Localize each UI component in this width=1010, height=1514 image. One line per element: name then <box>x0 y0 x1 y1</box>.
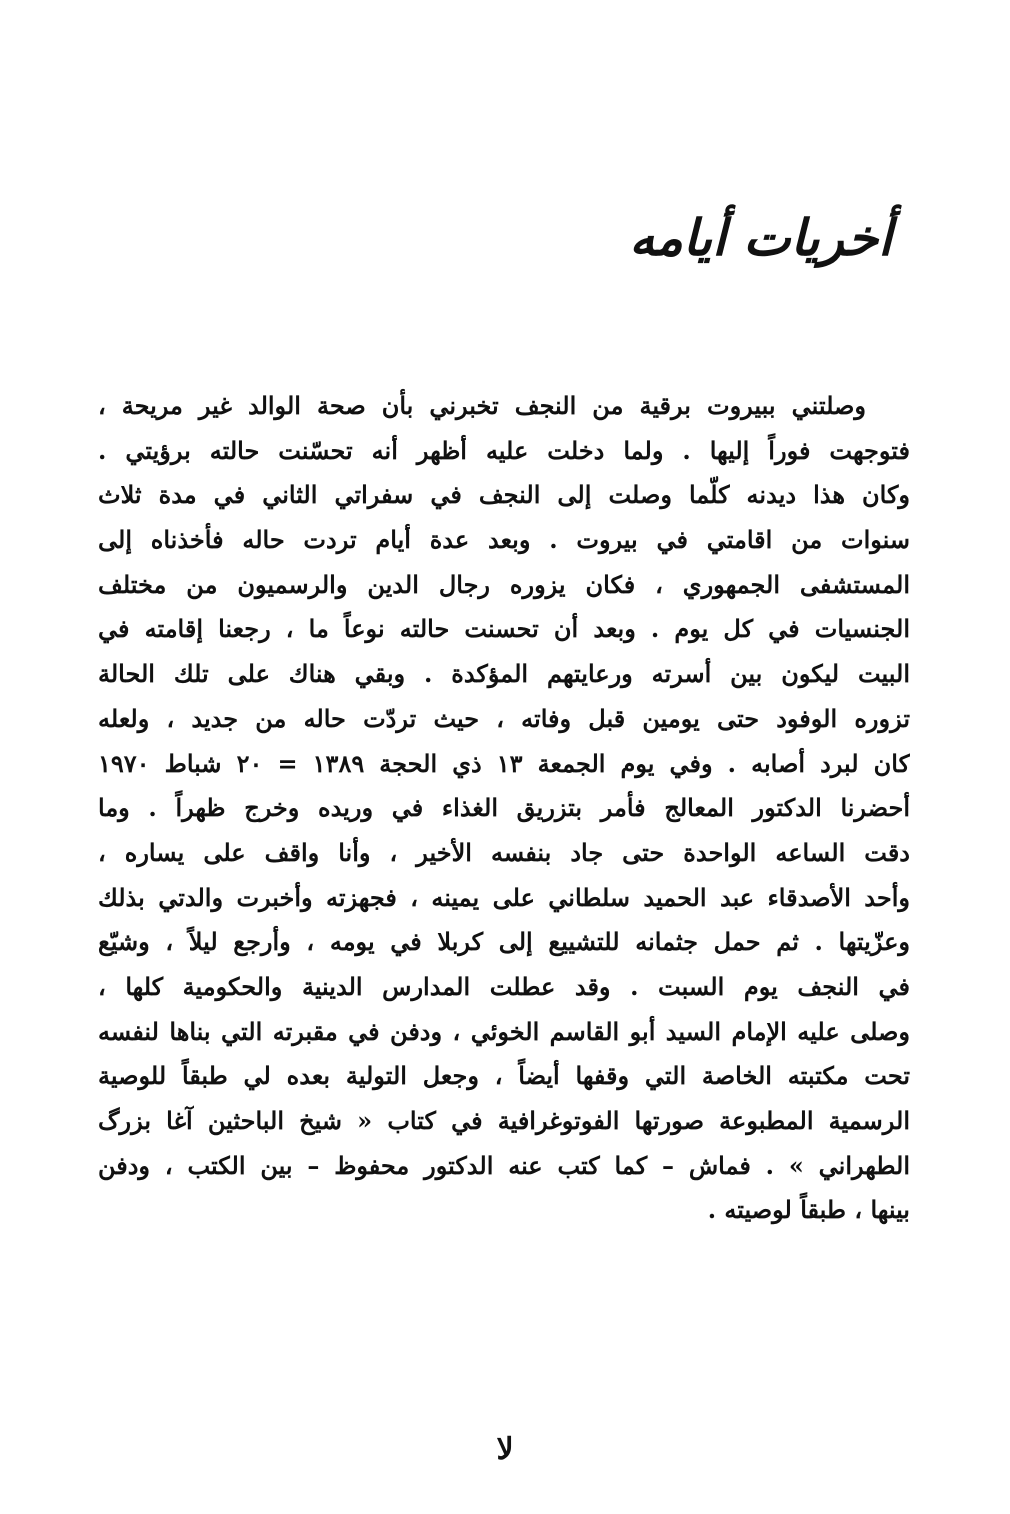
text-line: وكان هذا ديدنه كلّما وصلت إلى النجف في سفراتي الثاني في مدة ثلاث <box>98 480 910 510</box>
text-line: دقت الساعه الواحدة حتى جاد بنفسه الأخير ، وأنا واقف على يساره ، <box>98 837 910 867</box>
chapter-title: أخريات أيامه <box>629 208 892 267</box>
text-line: تزوره الوفود حتى يومين قبل وفاته ، حيث تردّت حاله من جديد ، ولعله <box>98 703 910 733</box>
text-line: وأحد الأصدقاء عبد الحميد سلطاني على يمينه ، فجهزته وأخبرت والدتي بذلك <box>98 882 910 912</box>
text-line: البيت ليكون بين أسرته ورعايتهم المؤكدة . وبقي هناك على تلك الحالة <box>98 659 910 689</box>
text-line: فتوجهت فوراً إليها . ولما دخلت عليه أظهر أنه تحسّنت حالته برؤيتي . <box>98 435 910 465</box>
text-line: بينها ، طبقاً لوصيته . <box>707 1195 910 1225</box>
body-paragraph <box>98 384 910 1233</box>
text-line: في النجف يوم السبت . وقد عطلت المدارس الدينية والحكومية كلها ، <box>98 971 910 1001</box>
text-line: المستشفى الجمهوري ، فكان يزوره رجال الدين والرسميون من مختلف <box>98 569 910 599</box>
text-line: سنوات من اقامتي في بيروت . وبعد عدة أيام تردت حاله فأخذناه إلى <box>98 525 910 555</box>
text-line: وصلتني ببيروت برقية من النجف تخبرني بأن صحة الوالد غير مريحة ، <box>98 391 866 420</box>
text-line: كان لبرد أصابه . وفي يوم الجمعة ١٣ ذي الحجة ١٣٨٩ = ٢٠ شباط ١٩٧٠ <box>98 748 910 778</box>
text-line: أحضرنا الدكتور المعالج فأمر بتزريق الغذاء في وريده وخرج ظهراً . وما <box>98 793 910 823</box>
text-line: وصلى عليه الإمام السيد أبو القاسم الخوئي ، ودفن في مقبرته التي بناها لنفسه <box>98 1016 910 1046</box>
text-line: الطهراني » . فماش – كما كتب عنه الدكتور محفوظ – بين الكتب ، ودفن <box>98 1150 910 1180</box>
text-line: تحت مكتبته الخاصة التي وقفها أيضاً ، وجعل التولية بعده لي طبقاً للوصية <box>98 1061 910 1091</box>
text-line: الرسمية المطبوعة صورتها الفوتوغرافية في كتاب « شيخ الباحثين آغا بزرگ <box>98 1106 910 1135</box>
text-line: وعزّيتها . ثم حمل جثمانه للتشييع إلى كربلا في يومه ، وأرجع ليلاً ، وشيّع <box>98 927 910 957</box>
page-number: لا <box>496 1432 514 1467</box>
text-line: الجنسيات في كل يوم . وبعد أن تحسنت حالته نوعاً ما ، رجعنا إقامته في <box>98 614 910 644</box>
